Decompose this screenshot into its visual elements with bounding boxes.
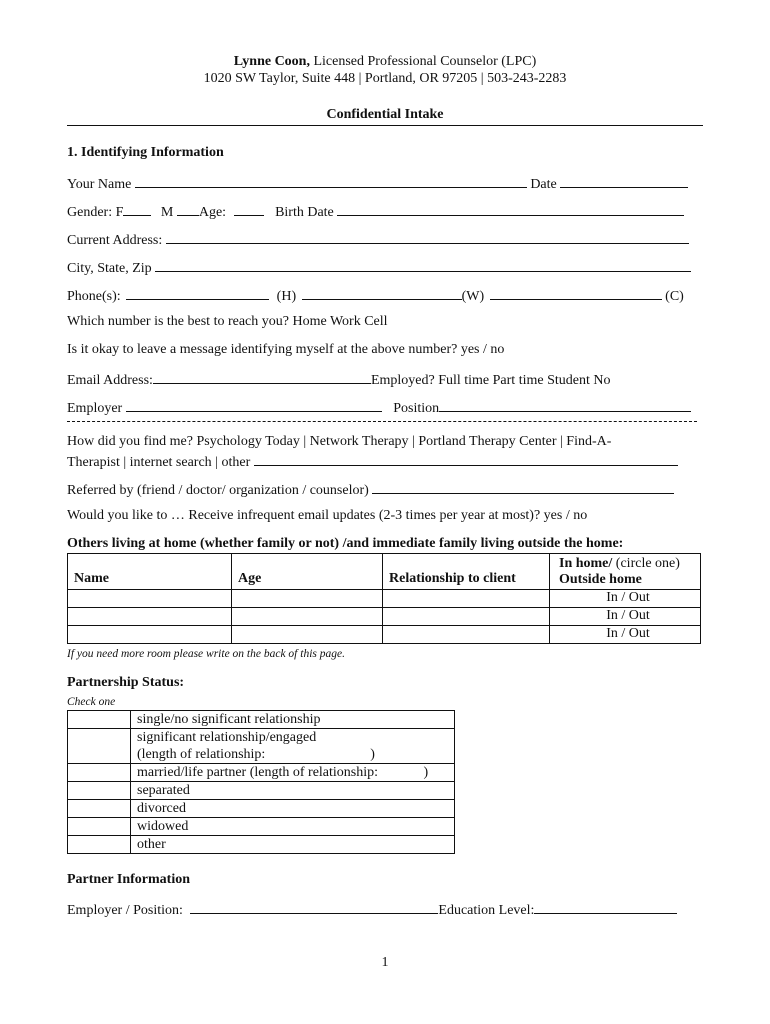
gender-m-label: M — [160, 205, 174, 220]
birth-date-field[interactable] — [337, 202, 684, 216]
dashed-divider — [67, 421, 697, 422]
employer-label: Employer — [67, 401, 123, 416]
gender-m-field[interactable] — [177, 202, 199, 216]
col-relationship-header: Relationship to client — [383, 554, 550, 590]
option-divorced: divorced — [131, 800, 455, 818]
current-address-field[interactable] — [166, 230, 689, 244]
partnership-heading: Partnership Status: — [67, 675, 185, 690]
referred-by-label: Referred by (friend / doctor/ organization / counselor) — [67, 483, 369, 498]
row-3-relationship-cell[interactable] — [383, 626, 550, 644]
option-married: married/life partner (length of relationship: ) — [131, 764, 455, 782]
col-age-header: Age — [232, 554, 383, 590]
phone-home-field[interactable] — [126, 286, 269, 300]
phone-work-field[interactable] — [302, 286, 462, 300]
form-title: Confidential Intake — [326, 107, 444, 122]
household-table-header — [68, 554, 701, 590]
row-3-in-out[interactable]: In / Out — [550, 626, 701, 644]
partner-employer-label: Employer / Position: — [67, 903, 183, 918]
your-name-label: Your Name — [67, 177, 132, 192]
best-number-question: Which number is the best to reach you? Home Work Cell — [67, 314, 388, 329]
gender-row — [67, 202, 684, 221]
list-item — [68, 764, 455, 782]
referred-by-field[interactable] — [372, 480, 674, 494]
col-name-header: Name — [68, 554, 232, 590]
row-2-relationship-cell[interactable] — [383, 608, 550, 626]
option-other: other — [131, 836, 455, 854]
employer-row — [67, 398, 691, 417]
age-field[interactable] — [234, 202, 264, 216]
position-field[interactable] — [439, 398, 691, 412]
found-me-line-2 — [67, 452, 678, 471]
gender-label: Gender: F — [67, 205, 124, 220]
city-state-zip-field[interactable] — [155, 258, 691, 272]
page-number: 1 — [381, 955, 389, 970]
section-heading-identifying: 1. Identifying Information — [67, 145, 224, 160]
list-item — [68, 800, 455, 818]
position-label: Position — [393, 401, 440, 416]
age-label: Age: — [198, 205, 227, 220]
row-1-name-cell[interactable] — [68, 590, 232, 608]
option-engaged-length: (length of relationship: ) — [137, 747, 375, 762]
leave-message-question: Is it okay to leave a message identifying myself at the above number? yes / no — [67, 342, 505, 357]
row-1-in-out[interactable]: In / Out — [550, 590, 701, 608]
col-inhome-header — [550, 554, 701, 590]
email-field[interactable] — [153, 370, 371, 384]
email-updates-question: Would you like to … Receive infrequent email updates (2-3 times per year at most)? yes / no — [67, 508, 588, 523]
option-separated: separated — [131, 782, 455, 800]
table-row — [68, 608, 701, 626]
your-name-row — [67, 174, 688, 193]
partner-employer-row — [67, 900, 677, 919]
phone-cell-field[interactable] — [490, 286, 662, 300]
col-inhome-label: In home/ — [559, 556, 613, 571]
phones-label: Phone(s): — [67, 289, 121, 304]
list-item — [68, 729, 455, 764]
phone-w-label: (W) — [461, 289, 485, 304]
check-single[interactable] — [68, 711, 131, 729]
partner-info-heading: Partner Information — [67, 872, 190, 887]
header-divider — [67, 125, 703, 126]
list-item — [68, 711, 455, 729]
education-level-label: Education Level: — [438, 903, 535, 918]
letterhead-address: 1020 SW Taylor, Suite 448 | Portland, OR 97205 | 503-243-2283 — [203, 71, 567, 86]
check-one-label: Check one — [67, 696, 116, 708]
household-heading: Others living at home (whether family or not) /and immediate family living outside the home: — [67, 536, 624, 551]
found-me-line-2-text: Therapist | internet search | other — [67, 455, 251, 470]
birth-date-label: Birth Date — [275, 205, 334, 220]
city-row — [67, 258, 691, 277]
current-address-label: Current Address: — [67, 233, 163, 248]
counselor-name: Lynne Coon, — [233, 54, 310, 69]
option-single: single/no significant relationship — [131, 711, 455, 729]
check-married[interactable] — [68, 764, 131, 782]
option-widowed: widowed — [131, 818, 455, 836]
employed-question: Employed? Full time Part time Student No — [370, 373, 611, 388]
row-1-age-cell[interactable] — [232, 590, 383, 608]
gender-f-field[interactable] — [123, 202, 151, 216]
education-level-field[interactable] — [534, 900, 677, 914]
check-other[interactable] — [68, 836, 131, 854]
found-me-line-1: How did you find me? Psychology Today | Network Therapy | Portland Therapy Center | Find-A- — [67, 434, 612, 449]
row-2-in-out[interactable]: In / Out — [550, 608, 701, 626]
list-item — [68, 818, 455, 836]
col-inhome-circle: (circle one) — [612, 556, 680, 571]
list-item — [68, 782, 455, 800]
check-engaged[interactable] — [68, 729, 131, 764]
option-engaged: significant relationship/engaged — [137, 730, 317, 745]
col-outside-label: Outside home — [559, 572, 642, 587]
your-name-field[interactable] — [135, 174, 527, 188]
email-row — [67, 370, 610, 389]
row-3-age-cell[interactable] — [232, 626, 383, 644]
household-table — [67, 553, 701, 644]
letterhead-name-line — [0, 54, 770, 70]
partnership-table — [67, 710, 455, 854]
employer-field[interactable] — [126, 398, 382, 412]
row-2-age-cell[interactable] — [232, 608, 383, 626]
phone-h-label: (H) — [276, 289, 297, 304]
counselor-title: Licensed Professional Counselor (LPC) — [309, 54, 537, 69]
phone-c-label: (C) — [665, 289, 684, 304]
option-engaged-cell — [131, 729, 455, 764]
address-row — [67, 230, 689, 249]
referred-row — [67, 480, 674, 499]
household-note: If you need more room please write on the back of this page. — [67, 648, 345, 660]
check-separated[interactable] — [68, 782, 131, 800]
date-field[interactable] — [560, 174, 688, 188]
check-widowed[interactable] — [68, 818, 131, 836]
list-item — [68, 836, 455, 854]
city-state-zip-label: City, State, Zip — [67, 261, 152, 276]
row-1-relationship-cell[interactable] — [383, 590, 550, 608]
check-divorced[interactable] — [68, 800, 131, 818]
row-3-name-cell[interactable] — [68, 626, 232, 644]
found-me-other-field[interactable] — [254, 452, 678, 466]
phone-row — [67, 286, 684, 305]
partner-employer-field[interactable] — [190, 900, 438, 914]
table-row — [68, 590, 701, 608]
email-label: Email Address: — [67, 373, 153, 388]
date-label: Date — [530, 177, 557, 192]
table-row — [68, 626, 701, 644]
row-2-name-cell[interactable] — [68, 608, 232, 626]
